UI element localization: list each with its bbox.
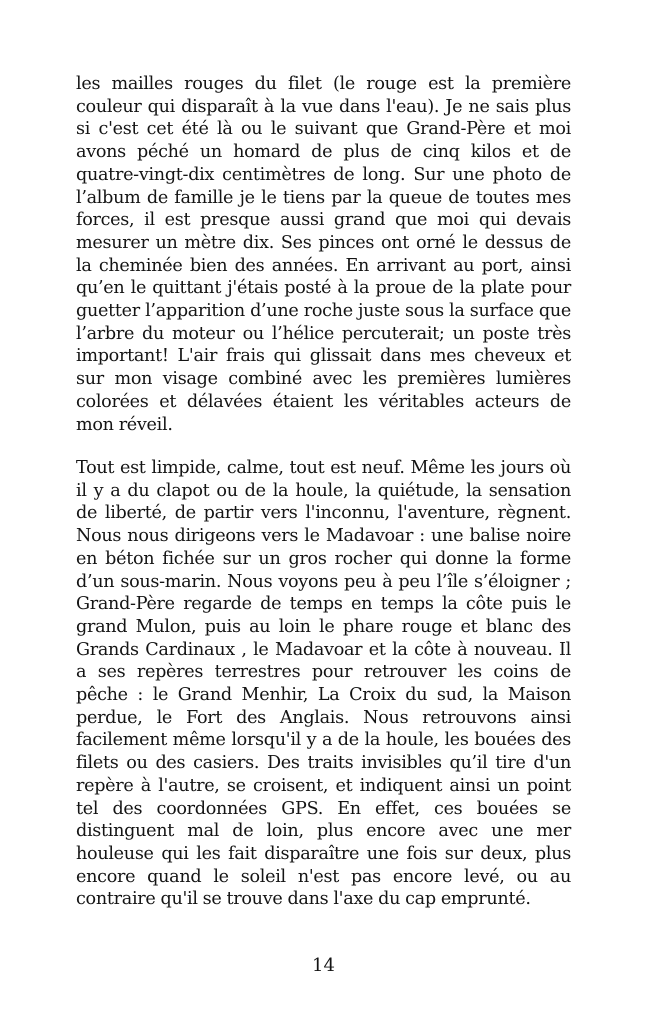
- body-paragraph-1: les mailles rouges du filet (le rouge est la première couleur qui disparaît à la vue dans l'eau). Je ne sais plus si c'est cet été là ou le suivant que Grand-Père et moi avons péché un homard de plus de cinq kilos et de quatre-vingt-dix centimètres de long. Sur une photo de l’album de famille je le tiens par la queue de toutes mes forces, il est presque aussi grand que moi qui devais mesurer un mètre dix. Ses pinces ont orné le dessus de la cheminée bien des années. En arrivant au port, ainsi qu’en le quittant j'étais posté à la proue de la plate pour guetter l’apparition d’une roche juste sous la surface que l’arbre du moteur ou l’hélice percuterait; un poste très important! L'air frais qui glissait dans mes cheveux et sur mon visage combiné avec les premières lumières colorées et délavées étaient les véritables acteurs de mon réveil.: [76, 74, 571, 435]
- page-number: 14: [312, 955, 335, 976]
- body-paragraph-2: Tout est limpide, calme, tout est neuf. Même les jours où il y a du clapot ou de la houle, la quiétude, la sensation de liberté, de partir vers l'inconnu, l'aventure, règnent. Nous nous dirigeons vers le Madavoar : une balise noire en béton fichée sur un gros rocher qui donne la forme d’un sous-marin. Nous voyons peu à peu l’île s’éloigner ; Grand-Père regarde de temps en temps la côte puis le grand Mulon, puis au loin le phare rouge et blanc des Grands Cardinaux , le Madavoar et la côte à nouveau. Il a ses repères terrestres pour retrouver les coins de pêche : le Grand Menhir, La Croix du sud, la Maison perdue, le Fort des Anglais. Nous retrouvons ainsi facilement même lorsqu'il y a de la houle, les bouées des filets ou des casiers. Des traits invisibles qu’il tire d'un repère à l'autre, se croisent, et indiquent ainsi un point tel des coordonnées GPS. En effet, ces bouées se distinguent mal de loin, plus encore avec une mer houleuse qui les fait disparaître une fois sur deux, plus encore quand le soleil n'est pas encore levé, ou au contraire qu'il se trouve dans l'axe du cap emprunté.: [76, 458, 571, 910]
